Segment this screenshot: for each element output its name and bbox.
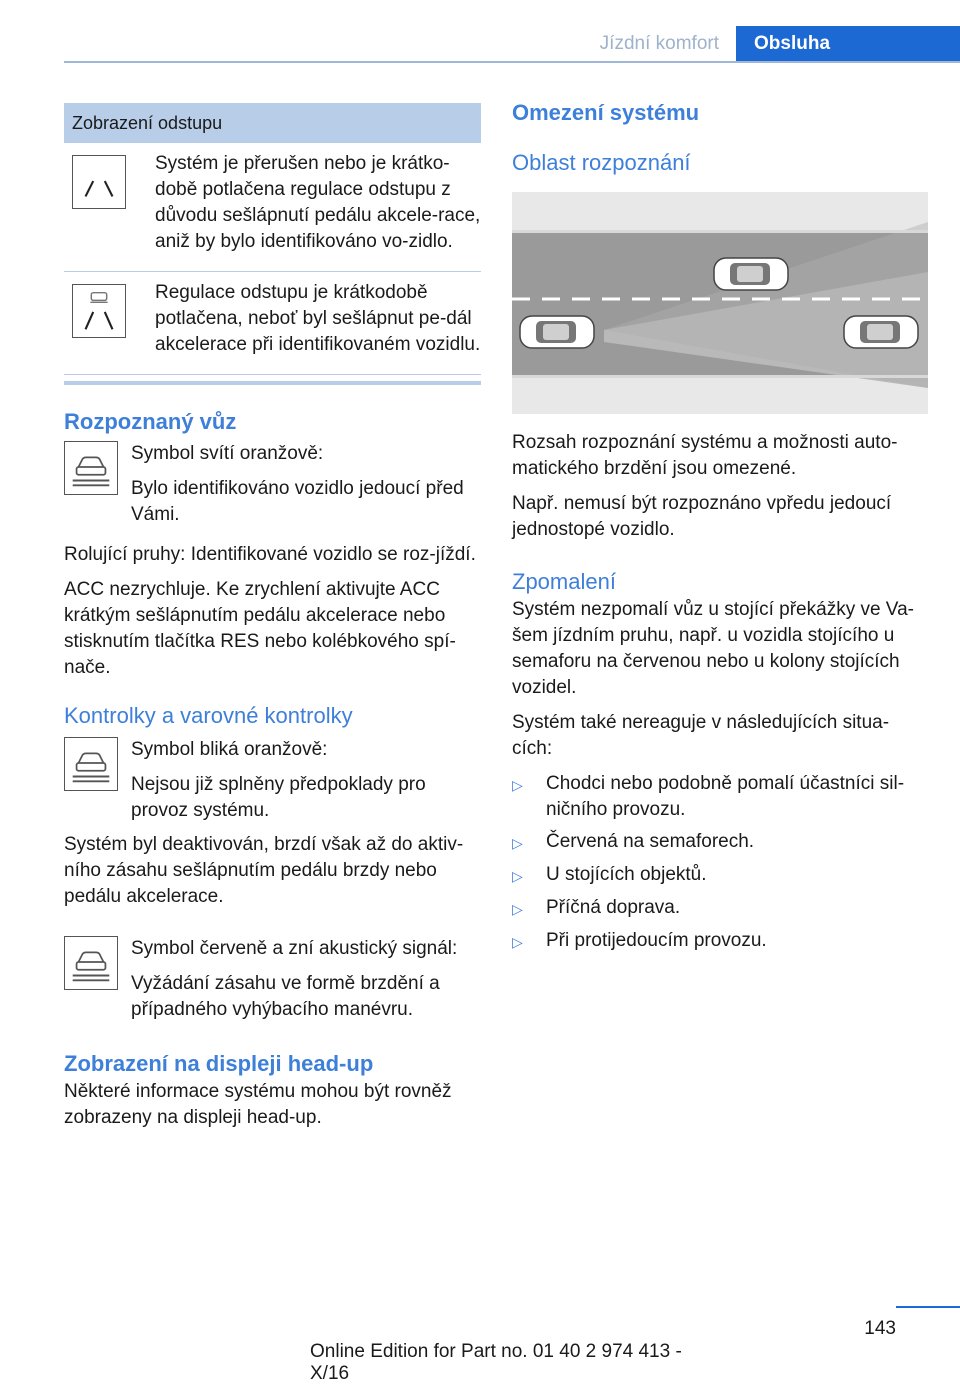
warning-symbol-block	[64, 936, 481, 1023]
situation-list	[512, 771, 928, 955]
footer-divider	[896, 1306, 960, 1308]
list-item: ▷ Chodci nebo podobně pomalí účastníci sil-ničního provozu.	[512, 771, 928, 823]
symbol-description: Vyžádání zásahu ve formě brzdění a případného vyhýbacího manévru.	[131, 973, 440, 1020]
triangle-bullet-icon: ▷	[512, 934, 523, 950]
table-end-divider	[64, 381, 481, 385]
header-divider	[64, 61, 960, 63]
triangle-bullet-icon: ▷	[512, 901, 523, 917]
paragraph: Systém nezpomalí vůz u stojící překážky ve Va-šem jízdním pruhu, např. u vozidla stojícího u semaforu na červenou nebo u kolony stojících vozidel.	[512, 599, 914, 698]
own-car-icon	[520, 316, 594, 348]
paragraph: Systém také nereaguje v následujících situa-cích:	[512, 712, 890, 759]
table-row	[64, 143, 481, 272]
header-chapter-tab: Obsluha	[736, 26, 960, 62]
system-limits-heading: Omezení systému	[512, 100, 700, 125]
car-in-lane-icon	[844, 316, 918, 348]
paragraph: Rolující pruhy: Identifikované vozidlo se roz-jíždí.	[64, 544, 476, 565]
distance-display-table	[64, 103, 481, 385]
car-ahead-icon	[714, 258, 788, 290]
recognized-vehicle-heading: Rozpoznaný vůz	[64, 409, 237, 434]
paragraph: ACC nezrychluje. Ke zrychlení aktivujte ACC krátkým sešlápnutím pedálu akcelerace nebo stisknutím tlačítka RES nebo kolébkového spí-nače.	[64, 579, 456, 678]
warning-symbol-block	[64, 737, 481, 824]
symbol-status-line: Symbol červeně a zní akustický signál:	[131, 938, 458, 959]
list-item: ▷ U stojících objektů.	[512, 862, 928, 889]
symbol-description: Nejsou již splněny předpoklady pro provoz systému.	[131, 774, 426, 821]
symbol-status-line: Symbol svítí oranžově:	[131, 443, 324, 464]
right-column	[512, 98, 928, 961]
paragraph: Systém byl deaktivován, brzdí však až do aktiv-ního zásahu sešlápnutím pedálu brzdy nebo pedálu akcelerace.	[64, 834, 464, 907]
detection-range-heading: Oblast rozpoznání	[512, 150, 691, 175]
left-column	[64, 103, 481, 1131]
paragraph: Např. nemusí být rozpoznáno vpředu jedoucí jednostopé vozidlo.	[512, 493, 892, 540]
symbol-status-line: Symbol bliká oranžově:	[131, 739, 328, 760]
list-item: ▷ Při protijedoucím provozu.	[512, 928, 928, 955]
detection-range-illustration	[512, 192, 928, 414]
triangle-bullet-icon: ▷	[512, 835, 523, 851]
table-row	[64, 272, 481, 375]
table-row-text: Systém je přerušen nebo je krátko-době potlačena regulace odstupu z důvodu sešlápnutí pedálu akcele-race, aniž by bylo identifikováno vo-zidlo.	[155, 153, 481, 252]
triangle-bullet-icon: ▷	[512, 868, 523, 884]
recognized-vehicle-symbol-block	[64, 441, 481, 528]
header-section-tab: Jízdní komfort	[599, 33, 719, 54]
triangle-bullet-icon: ▷	[512, 777, 523, 793]
warning-lights-heading: Kontrolky a varovné kontrolky	[64, 703, 353, 728]
list-item: ▷ Příčná doprava.	[512, 895, 928, 922]
page-number: 143	[864, 1318, 896, 1339]
deceleration-heading: Zpomalení	[512, 569, 616, 594]
distance-interrupted-icon	[72, 155, 126, 209]
vehicle-alarm-icon	[64, 936, 118, 990]
paragraph: Rozsah rozpoznání systému a možnosti auto-matického brzdění jsou omezené.	[512, 432, 898, 479]
table-heading: Zobrazení odstupu	[64, 103, 481, 143]
edition-note: Online Edition for Part no. 01 40 2 974 413 - X/16	[310, 1341, 682, 1384]
symbol-description: Bylo identifikováno vozidlo jedoucí před Vámi.	[131, 478, 464, 525]
vehicle-detected-icon	[64, 441, 118, 495]
list-item: ▷ Červená na semaforech.	[512, 829, 928, 856]
vehicle-warning-icon	[64, 737, 118, 791]
head-up-heading: Zobrazení na displeji head-up	[64, 1051, 374, 1076]
distance-vehicle-icon	[72, 284, 126, 338]
table-row-text: Regulace odstupu je krátkodobě potlačena, neboť byl sešlápnut pe-dál akcelerace při identifikovaném vozidlu.	[155, 282, 481, 355]
paragraph: Některé informace systému mohou být rovněž zobrazeny na displeji head-up.	[64, 1081, 452, 1128]
